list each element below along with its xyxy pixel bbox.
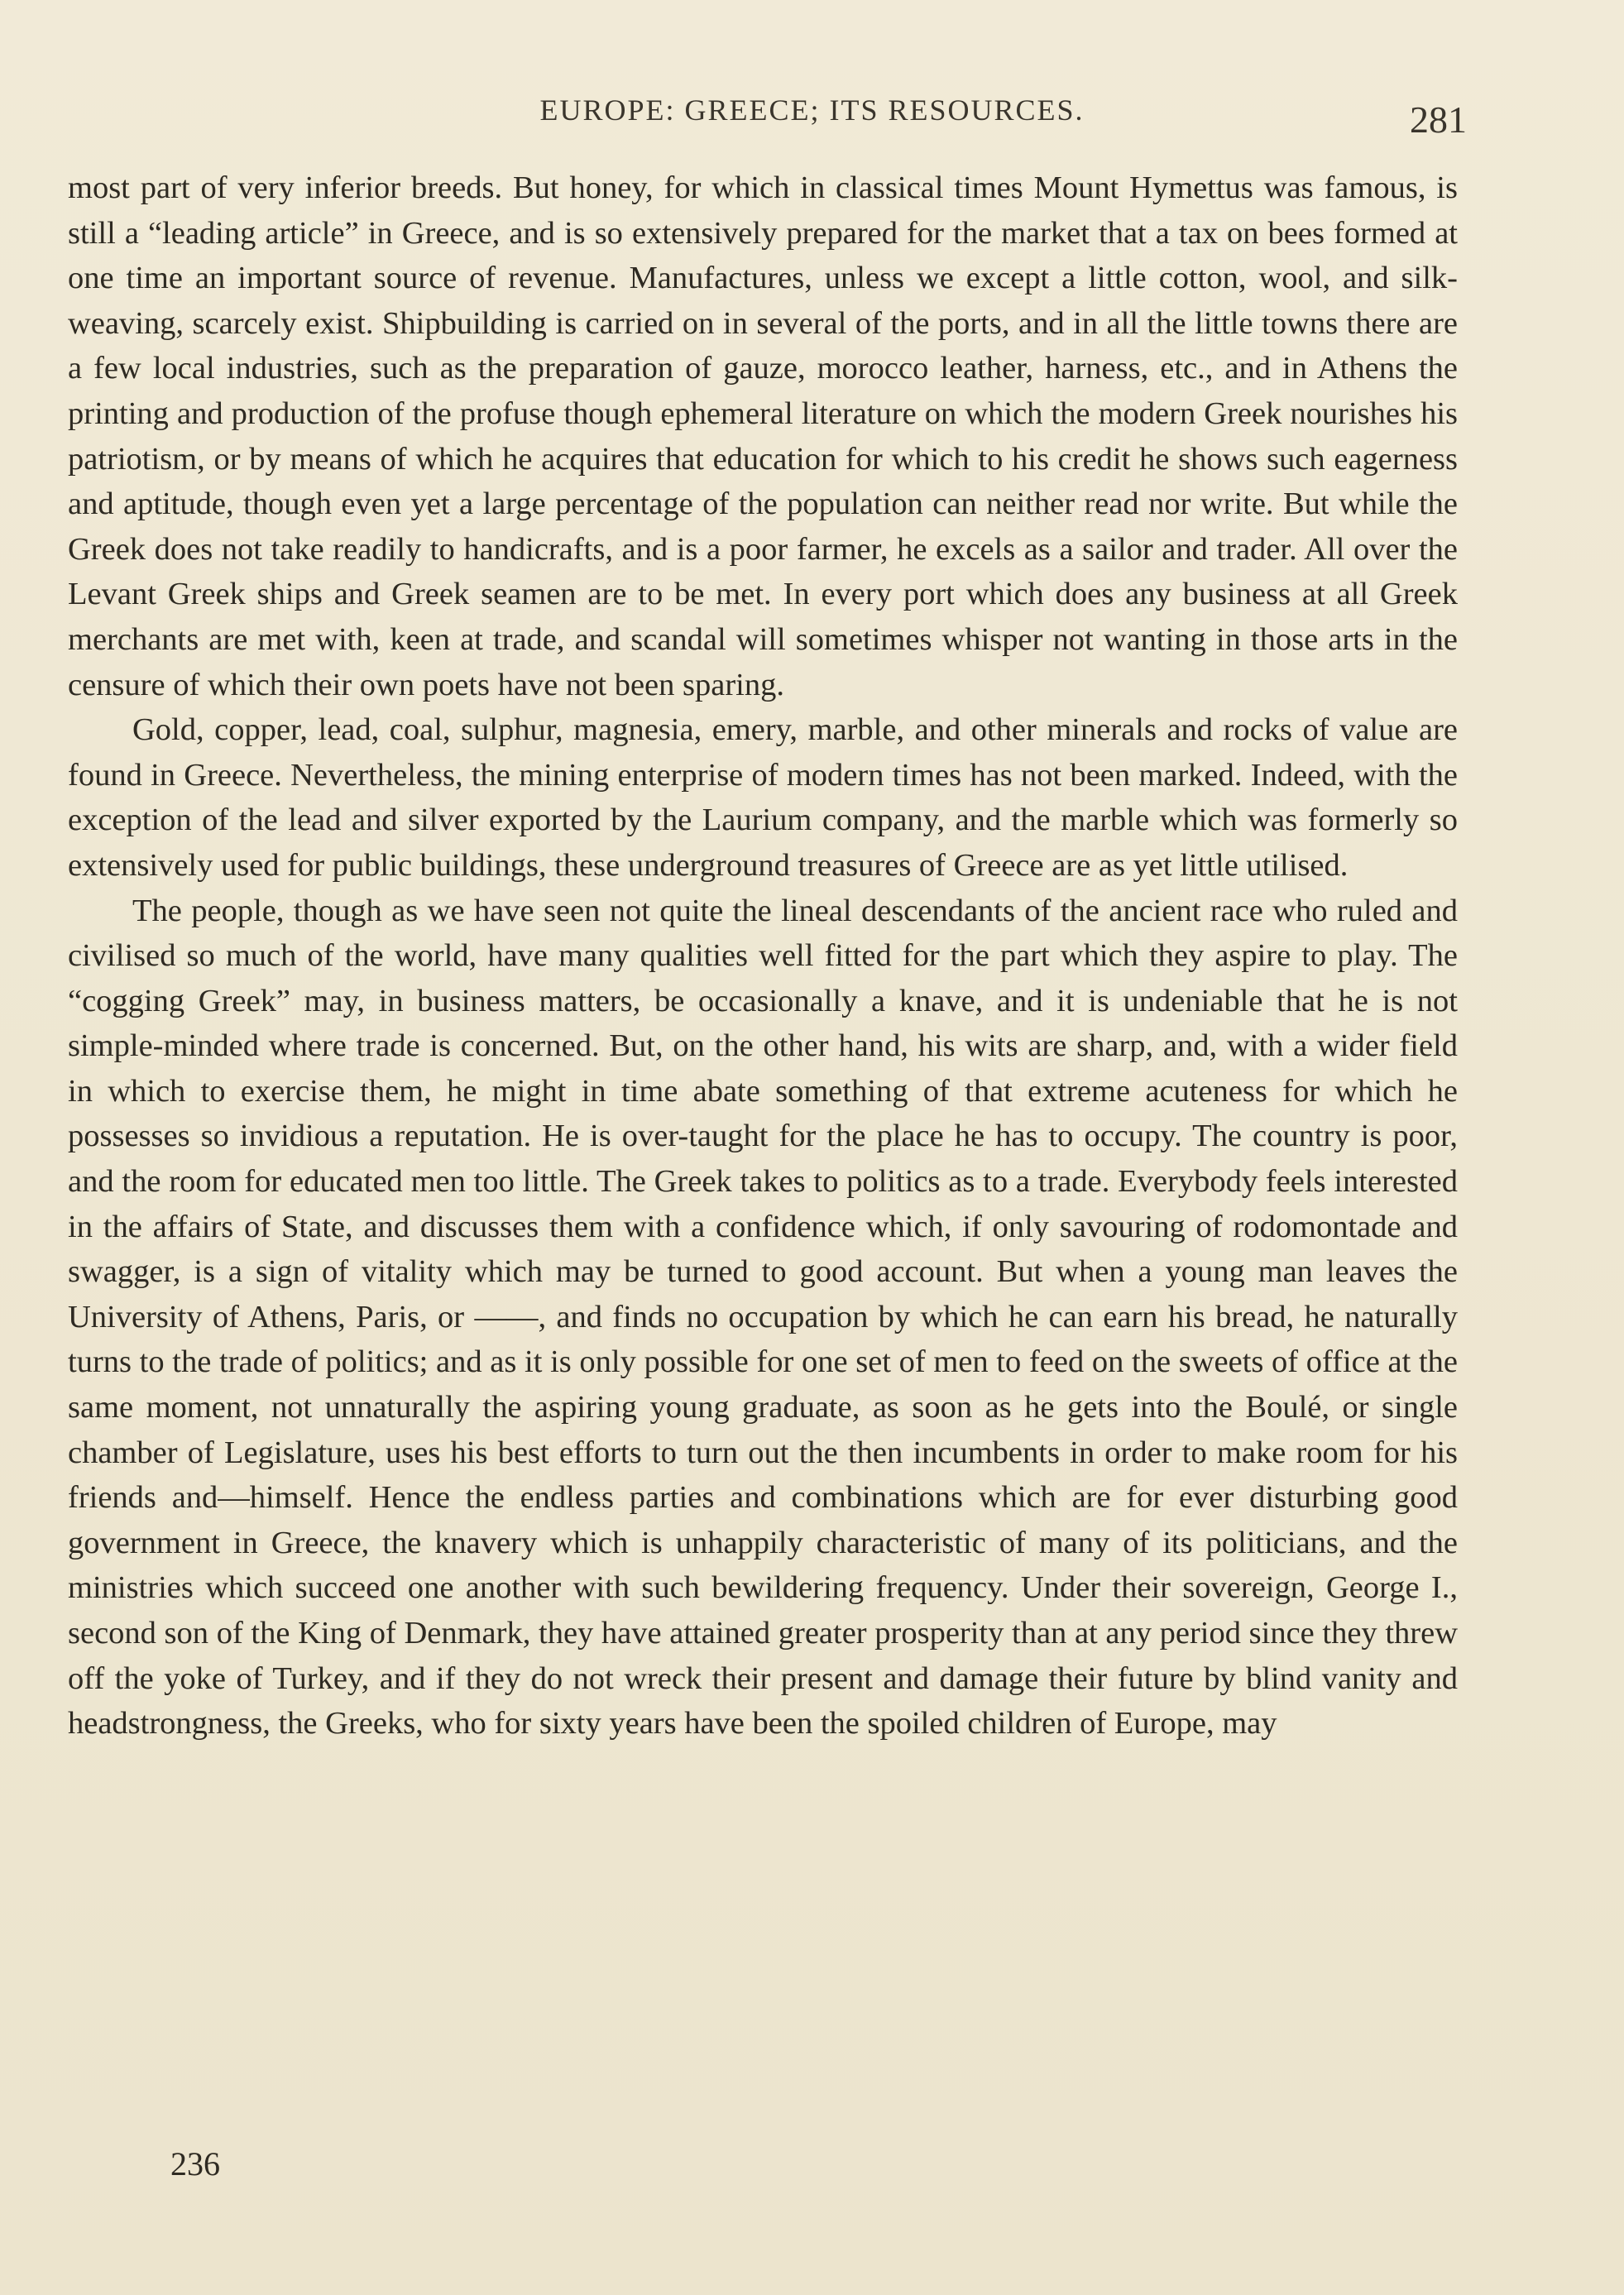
body-text — [68, 165, 1458, 1746]
running-title: EUROPE: GREECE; ITS RESOURCES. — [539, 93, 1085, 127]
signature-mark: 236 — [170, 2145, 220, 2182]
paragraph-honey-manufactures: most part of very inferior breeds. But honey, for which in classical times Mount Hymettus was famous, is still a “leading article” in Greece, and is so extensively prepared for the market that a tax on bees formed at one time an important source of revenue. Manufactures, unless we except a little cotton, wool, and silk-weaving, scarcely exist. Shipbuilding is carried on in several of the ports, and in all the little towns there are a few local industries, such as the preparation of gauze, morocco leather, harness, etc., and in Athens the printing and production of the profuse though ephemeral literature on which the modern Greek nourishes his patriotism, or by means of which he acquires that education for which to his credit he shows such eagerness and aptitude, though even yet a large percentage of the population can neither read nor write. But while the Greek does not take readily to handicrafts, and is a poor farmer, he excels as a sailor and trader. All over the Levant Greek ships and Greek seamen are to be met. In every port which does any business at all Greek merchants are met with, keen at trade, and scandal will sometimes whisper not wanting in those arts in the censure of which their own poets have not been sparing. — [68, 170, 1458, 702]
page-number: 281 — [1410, 98, 1467, 141]
paragraph-people: The people, though as we have seen not quite the lineal descendants of the ancient race who ruled and civilised so much of the world, have many qualities well fitted for the part which they aspire to play. The “cogging Greek” may, in business matters, be occasionally a knave, and it is undeniable that he is not simple-minded where trade is concerned. But, on the other hand, his wits are sharp, and, with a wider field in which to exercise them, he might in time abate something of that extreme acuteness for which he possesses so invidious a reputation. He is over-taught for the place he has to occupy. The country is poor, and the room for educated men too little. The Greek takes to politics as to a trade. Everybody feels interested in the affairs of State, and discusses them with a confidence which, if only savouring of rodomontade and swagger, is a sign of vitality which may be turned to good account. But when a young man leaves the University of Athens, Paris, or ——, and finds no occupation by which he can earn his bread, he naturally turns to the trade of politics; and as it is only possible for one set of men to feed on the sweets of office at the same moment, not unnaturally the aspiring young graduate, as soon as he gets into the Boulé, or single chamber of Legislature, uses his best efforts to turn out the then incumbents in order to make room for his friends and—himself. Hence the endless parties and combinations which are for ever disturbing good government in Greece, the knavery which is unhappily characteristic of many of its politicians, and the ministries which succeed one another with such bewildering frequency. Under their sovereign, George I., second son of the King of Denmark, they have attained greater prosperity than at any period since they threw off the yoke of Turkey, and if they do not wreck their present and damage their future by blind vanity and headstrongness, the Greeks, who for sixty years have been the spoiled children of Europe, may — [68, 893, 1458, 1742]
paragraph-minerals: Gold, copper, lead, coal, sulphur, magnesia, emery, marble, and other minerals and rocks of value are found in Greece. Nevertheless, the mining enterprise of modern times has not been marked. Indeed, with the exception of the lead and silver exported by the Laurium company, and the marble which was formerly so extensively used for public buildings, these underground treasures of Greece are as yet little utilised. — [68, 712, 1458, 883]
